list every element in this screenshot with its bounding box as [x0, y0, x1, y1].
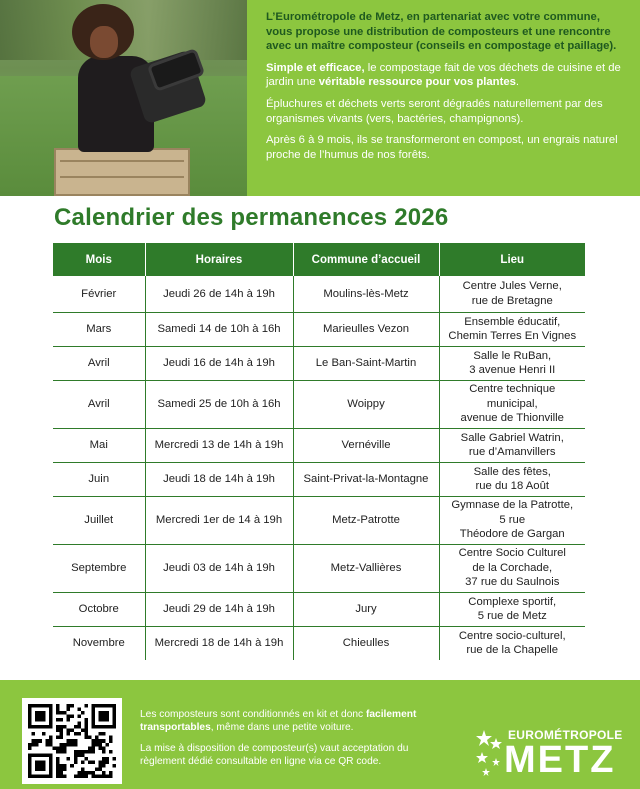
- stars-icon: [474, 728, 508, 776]
- cell-horaires: Mercredi 1er de 14 à 19h: [145, 496, 293, 544]
- cell-mois: Juin: [53, 462, 145, 496]
- cell-lieu: [439, 544, 585, 592]
- lieu-line: avenue de Thionville: [460, 412, 564, 425]
- footer-paragraph-2: La mise à disposition de composteur(s) vaut acceptation du règlement dédié consultable en ligne via ce QR code.: [140, 743, 409, 767]
- lieu-line: Centre Socio Culturel: [458, 547, 566, 560]
- intro-banner: [0, 0, 640, 196]
- cell-commune: Metz-Patrotte: [293, 496, 439, 544]
- intro-lead: L’Eurométropole de Metz, en partenariat avec votre commune, vous propose une distribution de composteurs et une rencontre avec un maître composteur (conseils en compostage et paillage).: [266, 11, 617, 53]
- wooden-composter: [54, 148, 190, 196]
- calendar-table: [53, 243, 585, 660]
- lieu-line: Gymnase de la Patrotte,: [451, 499, 574, 512]
- footer-paragraph-1: Les composteurs sont conditionnés en kit et donc facilement transportables, même dans une petite voiture.: [140, 709, 417, 733]
- lieu-line: Ensemble éducatif,: [464, 315, 561, 328]
- table-row: [53, 428, 585, 462]
- lieu-line: rue d’Amanvillers: [468, 446, 556, 458]
- lieu-line: Théodore de Gargan: [459, 528, 565, 541]
- cell-lieu: [439, 276, 585, 312]
- cell-mois: Novembre: [72, 637, 125, 649]
- lieu-line: 3 avenue Henri II: [469, 364, 556, 376]
- cell-commune: Jury: [293, 592, 439, 626]
- table-row: [53, 496, 585, 544]
- lieu-line: municipal,: [486, 397, 538, 410]
- intro-paragraph-4: Après 6 à 9 mois, ils se transformeront en compost, un engrais naturel proche de l’humus de nos forêts.: [266, 134, 618, 161]
- cell-horaires: Jeudi 18 de 14h à 19h: [145, 462, 293, 496]
- cell-mois: Octobre: [53, 592, 145, 626]
- cell-horaires: Jeudi 16 de 14h à 19h: [145, 346, 293, 380]
- table-row: [53, 544, 585, 592]
- cell-horaires: Jeudi 03 de 14h à 19h: [145, 544, 293, 592]
- cell-horaires: Jeudi 26 de 14h à 19h: [145, 276, 293, 312]
- cell-mois: Mai: [53, 428, 145, 462]
- logo-metz: METZ: [504, 739, 616, 781]
- table-row: [53, 380, 585, 428]
- lieu-line: Centre Jules Verne,: [462, 280, 562, 293]
- composting-photo: [0, 0, 247, 196]
- cell-mois: Avril: [53, 346, 145, 380]
- cell-lieu: [439, 312, 585, 346]
- cell-lieu: [439, 380, 585, 428]
- cell-lieu: [439, 626, 585, 660]
- footer-banner: [0, 680, 640, 789]
- cell-lieu: [439, 462, 585, 496]
- cell-horaires: Mercredi 13 de 14h à 19h: [145, 428, 293, 462]
- lieu-line: Salle des fêtes,: [473, 465, 551, 478]
- lieu-line: 5 rue: [499, 513, 526, 526]
- header-horaires: Horaires: [145, 243, 293, 276]
- table-row: [53, 626, 585, 660]
- calendar-title: Calendrier des permanences 2026: [54, 204, 449, 231]
- table-row: [53, 592, 585, 626]
- cell-mois: Avril: [53, 380, 145, 428]
- lieu-line: 5 rue de Metz: [477, 610, 547, 622]
- lieu-line: Complexe sportif,: [468, 595, 557, 608]
- cell-horaires: Samedi 14 de 10h à 16h: [145, 312, 293, 346]
- lieu-line: 37 rue du Saulnois: [465, 576, 560, 589]
- cell-horaires: Samedi 25 de 10h à 16h: [145, 380, 293, 428]
- lieu-line: Salle le RuBan,: [473, 349, 552, 362]
- table-row: [53, 462, 585, 496]
- intro-paragraph-2: Simple et efficace, le compostage fait de vos déchets de cuisine et de jardin une véritable ressource pour vos plantes.: [266, 61, 621, 89]
- lieu-line: Centre technique: [469, 383, 556, 396]
- cell-lieu: [439, 346, 585, 380]
- header-lieu: Lieu: [439, 243, 585, 276]
- table-row: [53, 276, 585, 312]
- table-row: [53, 312, 585, 346]
- lieu-line: rue de la Chapelle: [466, 644, 559, 657]
- cell-commune: Marieulles Vezon: [293, 312, 439, 346]
- table-header-row: [53, 243, 585, 276]
- cell-commune: Moulins-lès-Metz: [293, 276, 439, 312]
- lieu-line: Chemin Terres En Vignes: [448, 330, 577, 342]
- cell-commune: Saint-Privat-la-Montagne: [293, 462, 439, 496]
- lieu-line: rue de Bretagne: [471, 294, 553, 307]
- table-row: [53, 346, 585, 380]
- lieu-line: de la Corchade,: [472, 561, 553, 574]
- eurometropole-metz-logo: [474, 724, 634, 784]
- cell-mois: Septembre: [53, 544, 145, 592]
- cell-commune: Chieulles: [293, 626, 439, 660]
- cell-horaires: Jeudi 29 de 14h à 19h: [145, 592, 293, 626]
- lieu-line: Centre socio-culturel,: [458, 629, 566, 642]
- cell-mois: Mars: [53, 312, 145, 346]
- cell-commune: Le Ban-Saint-Martin: [293, 346, 439, 380]
- cell-commune: Vernéville: [293, 428, 439, 462]
- intro-text: [266, 10, 626, 169]
- cell-mois: Juillet: [53, 496, 145, 544]
- header-mois: Mois: [53, 243, 145, 276]
- qr-code[interactable]: [22, 698, 122, 784]
- cell-mois: Février: [53, 276, 145, 312]
- header-commune: Commune d’accueil: [293, 243, 439, 276]
- cell-commune: Metz-Vallières: [293, 544, 439, 592]
- logo-eurometropole: EUROMÉTROPOLE: [508, 728, 623, 742]
- cell-lieu: [439, 496, 585, 544]
- cell-lieu: [439, 592, 585, 626]
- intro-paragraph-3: Épluchures et déchets verts seront dégradés naturellement par des organismes vivants (vers, bactéries, champignons).: [266, 97, 603, 125]
- lieu-line: rue du 18 Août: [475, 480, 549, 492]
- footer-text: [140, 708, 445, 776]
- cell-lieu: [439, 428, 585, 462]
- lieu-line: Salle Gabriel Watrin,: [460, 431, 564, 444]
- cell-commune: Woippy: [293, 380, 439, 428]
- cell-horaires: Mercredi 18 de 14h à 19h: [145, 626, 293, 660]
